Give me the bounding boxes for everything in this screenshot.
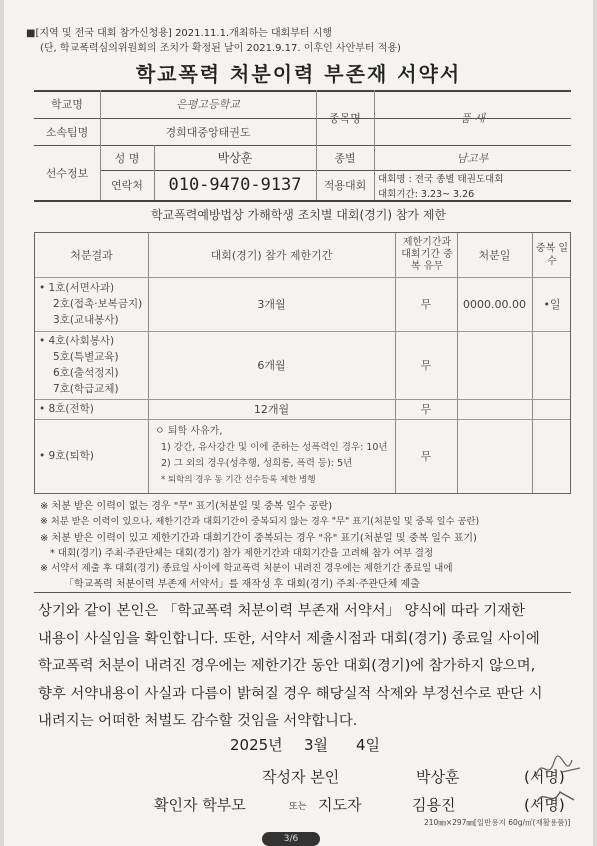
confirmer-or: 또는 — [289, 802, 307, 812]
name-value: 박상훈 — [217, 151, 253, 165]
confirmer-signature-mark — [534, 786, 578, 810]
row-1-days: •일 — [543, 298, 561, 311]
header-line-1: ■[지역 및 전국 대회 참가신청용] 2021.11.1.개최하는 대회부터 시행 — [26, 28, 333, 39]
page-indicator: 3/6 — [262, 832, 320, 846]
note-4: * 대회(경기) 주최·주관단체는 대회(경기) 참가 제한기간과 대회기간을 고려해 참가 여부 결정 — [50, 548, 434, 559]
result-item: 5호(특별교육) — [53, 351, 119, 363]
pledge-text — [38, 598, 568, 736]
col-header-limit: 대회(경기) 참가 제한기간 — [210, 249, 333, 262]
name-label: 성 명 — [114, 151, 140, 165]
result-item: • 4호(사회봉사) — [39, 335, 115, 347]
result-item: 2호(접촉·보복금지) — [53, 298, 143, 310]
player-info-label: 선수정보 — [45, 166, 89, 180]
col-header-date: 처분일 — [478, 249, 511, 262]
date-day: 4일 — [356, 736, 381, 754]
event-value: 품 새 — [460, 111, 485, 125]
limit-line: * 퇴학의 경우 동 기간 선수등록 제한 병행 — [161, 475, 316, 485]
pledge-line: 내용이 사실임을 확인합니다. 또한, 서약서 제출시점과 대회(경기) 종료일 사이에 — [38, 630, 540, 647]
row-1-overlap: 무 — [420, 298, 432, 311]
limit-line: 2) 그 외의 경우(성추행, 성희롱, 폭력 등): 5년 — [161, 458, 353, 469]
row-3-results — [39, 399, 148, 419]
pledge-line: 향후 서약내용이 사실과 다름이 밝혀질 경우 해당실적 삭제와 부정선수로 판단 시 — [38, 685, 543, 702]
pledge-line: 상기와 같이 본인은 「학교폭력 처분이력 부존재 서약서」 양식에 따라 기재한 — [38, 603, 525, 619]
confirmer-name: 김용진 — [412, 796, 456, 814]
row-4-limit — [155, 421, 393, 491]
confirmer-role: 지도자 — [318, 796, 362, 814]
divider — [34, 592, 571, 593]
row-2-overlap: 무 — [420, 359, 432, 372]
divider — [532, 233, 533, 493]
date-year: 2025년 — [230, 736, 283, 754]
result-item: • 1호(서면사과) — [39, 282, 115, 294]
limit-line: 1) 강간, 유사강간 및 이에 준하는 성폭력인 경우: 10년 — [161, 442, 388, 453]
row-3-overlap: 무 — [420, 403, 432, 416]
row-2-limit: 6개월 — [257, 359, 286, 372]
row-4-results — [39, 419, 148, 493]
gender-value: 남고부 — [456, 151, 489, 165]
school-label: 학교명 — [51, 98, 83, 111]
note-3: ※ 처분 받은 이력이 있고 제한기간과 대회기간이 중복되는 경우 "유" 표기(처분일 및 중복 일수 표기) — [40, 533, 477, 544]
col-header-result: 처분결과 — [70, 249, 113, 262]
author-name: 박상훈 — [416, 768, 460, 786]
row-1-date: 0000.00.00 — [463, 297, 526, 311]
author-seal: (서명) — [524, 768, 565, 786]
team-label: 소속팀명 — [45, 125, 89, 139]
applied-event-name: 대회명 : 전국 종별 태권도대회 — [378, 173, 504, 185]
result-item: • 9호(퇴학) — [39, 450, 94, 462]
note-6: 「학교폭력 처분이력 부존재 서약서」를 재작성 후 대회(경기) 주최·주관단체 제출 — [64, 579, 420, 590]
gender-label: 종별 — [334, 151, 356, 165]
applied-label: 적용대회 — [323, 179, 367, 192]
col-header-days: 중복 일수 — [535, 243, 569, 267]
divider — [34, 200, 571, 202]
limit-line: ㅇ 퇴학 사유가, — [155, 426, 223, 437]
applied-event-period: 대회기간: 3.23~ 3.26 — [378, 188, 475, 200]
restriction-table — [34, 232, 571, 494]
col-header-overlap: 제한기간과 대회기간 중복 유무 — [401, 237, 453, 272]
result-item: 7호(학급교체) — [53, 383, 119, 395]
note-2: ※ 처분 받은 이력이 있으나, 제한기간과 대회기간이 중복되지 않는 경우 "무" 표기(처분일 및 중복 일수 공란) — [40, 516, 480, 527]
school-value: 은평고등학교 — [176, 98, 240, 111]
result-item: 3호(교내봉사) — [53, 314, 119, 326]
document-title: 학교폭력 처분이력 부존재 서약서 — [135, 62, 462, 86]
header-line-2: (단, 학교폭력심의위원회의 조치가 확정된 날이 2021.9.17. 이후인 사안부터 적용) — [40, 43, 401, 54]
row-1-results — [39, 277, 148, 331]
row-2-results — [39, 331, 148, 399]
phone-label: 연락처 — [111, 179, 143, 192]
note-1: ※ 처분 받은 이력이 없는 경우 "무" 표기(처분일 및 중복 일수 공란) — [40, 501, 333, 512]
document-page — [4, 0, 593, 846]
pledge-line: 내려지는 어떠한 처벌도 감수할 것임을 서약합니다. — [38, 713, 358, 729]
row-1-limit: 3개월 — [257, 298, 286, 311]
restriction-subtitle: 학교폭력예방법상 가해학생 조치별 대회(경기) 참가 제한 — [150, 208, 447, 222]
confirmer-label: 확인자 학부모 — [154, 796, 246, 814]
author-label: 작성자 본인 — [262, 768, 340, 786]
row-3-limit: 12개월 — [253, 403, 290, 416]
result-item: 6호(출석정지) — [53, 367, 119, 379]
author-signature-mark — [532, 752, 584, 786]
phone-value: 010-9470-9137 — [168, 175, 302, 195]
date-month: 3월 — [304, 736, 329, 754]
confirmer-seal: (서명) — [524, 796, 565, 814]
event-label: 종목명 — [329, 111, 361, 125]
result-item: • 8호(전학) — [39, 403, 94, 415]
row-4-overlap: 무 — [420, 450, 432, 463]
note-5: ※ 서약서 제출 후 대회(경기) 종료일 사이에 학교폭력 처분이 내려진 경우에는 제한기간 종료일 내에 — [40, 563, 453, 574]
pledge-line: 학교폭력 처분이 내려진 경우에는 제한기간 동안 대회(경기)에 참가하지 않으며, — [38, 658, 536, 674]
paper-spec: 210㎜×297㎜[일반용지 60g/㎡(재활용품)] — [424, 818, 571, 827]
team-value: 경희대중앙태권도 — [165, 125, 251, 139]
